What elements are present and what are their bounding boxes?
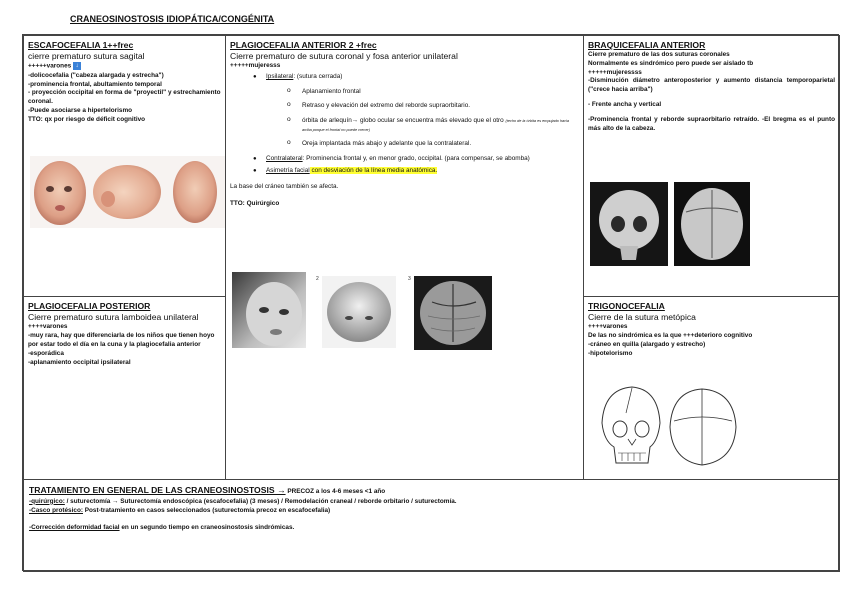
asimetria-label: Asimetría facial (266, 166, 310, 174)
braquicefalia-line: Normalmente es sindrómico pero puede ser aislado tb (588, 59, 754, 67)
image-label: 3 (408, 276, 411, 282)
trigonocefalia-subtitle: Cierre de la sutura metópica (588, 312, 696, 322)
braquicefalia-line: - Frente ancha y vertical (588, 101, 662, 109)
escafocefalia-line: -dolicocefalia ("cabeza alargada y estrecha") (28, 71, 164, 79)
escafocefalia-line: -Puede asociarse a hipertelorismo (28, 107, 133, 115)
plagiocefalia-posterior-line: -aplanamiento occipital ipsilateral (28, 358, 131, 366)
down-arrow-icon: ↓ (73, 62, 81, 70)
contralateral-item (266, 155, 579, 164)
escafocefalia-line: - proyección occipital en forma de "proyectil" y estrechamiento coronal. (28, 89, 221, 106)
orbita-text: órbita de arlequín→ globo ocular se encuentra más elevado que el otro (302, 117, 504, 125)
casco-label: -Casco protésico: (29, 507, 83, 515)
plagiocefalia-anterior-list (230, 73, 579, 82)
orbita-note: (techo de la órbita es empujado hacia arriba porque el frontal no puede crecer) (302, 119, 570, 132)
plagiocefalia-anterior-list-2 (230, 155, 579, 175)
ipsilateral-rest: : (sutura cerrada) (293, 73, 343, 81)
correccion-text: en un segundo tiempo en craneosinostosis sindrómicas. (119, 523, 295, 531)
infant-heads-photo (30, 156, 226, 228)
skull-xray-photos (590, 182, 750, 266)
base-craneo-text: La base del cráneo también se afecta. (230, 183, 339, 191)
braquicefalia-line: Cierre prematuro de las dos suturas coronales (588, 51, 730, 58)
contralateral-rest: : Prominencia frontal y, en menor grado, occipital. (para compensar, se abomba) (302, 154, 530, 162)
plagiocefalia-posterior-line: -esporádica (28, 349, 64, 357)
trigonocefalia-sex: ++++varones (588, 323, 628, 331)
notes-grid (22, 34, 839, 571)
trigonocefalia-line: -hipotelorismo (588, 349, 633, 357)
tratamiento-precoz: PRECOZ a los 4-6 meses <1 año (285, 488, 386, 495)
contralateral-label: Contralateral (266, 154, 303, 162)
ipsilateral-item (266, 73, 579, 82)
plagiocefalia-posterior-subtitle: Cierre prematuro sutura lamboidea unilateral (28, 312, 199, 322)
tratamiento-title: TRATAMIENTO EN GENERAL DE LAS CRANEOSINOSTOSIS → (29, 485, 286, 495)
tratamiento-title-row (29, 485, 834, 497)
trigonocefalia-line: De las no sindrómica es la que +++deterioro cognitivo (588, 332, 753, 340)
ipsilateral-subitem: o Retraso y elevación del extremo del reborde supraorbitario. (302, 102, 579, 111)
trigonocefalia-drawings (592, 383, 752, 469)
oreja-item: o Oreja implantada más abajo y adelante que la contralateral. (302, 140, 579, 149)
tratamiento-correccion (29, 524, 834, 533)
escafocefalia-cell (23, 35, 226, 297)
plagiocefalia-anterior-subtitle: Cierre prematuro de sutura coronal y fosa anterior unilateral (230, 51, 458, 61)
casco-text: Post-tratamiento en casos seleccionados (suturectomía precoz en escafocefalia) (82, 507, 331, 515)
trigonocefalia-line: -cráneo en quilla (alargado y estrecho) (588, 340, 706, 348)
page-title: CRANEOSINOSTOSIS IDIOPÁTICA/CONGÉNITA (70, 14, 275, 24)
plagiocefalia-posterior-cell (23, 296, 226, 480)
ipsilateral-label: Ipsilateral (266, 73, 294, 81)
asimetria-item (266, 167, 579, 176)
plagiocefalia-anterior-sex: +++++mujeresss (230, 62, 281, 70)
braquicefalia-line: -Prominencia frontal y reborde supraorbitario retraído. -El bregma es el punto más alto de la cabeza. (588, 115, 835, 132)
plagiocefalia-posterior-sex: ++++varones (28, 323, 68, 331)
escafocefalia-line: -prominencia frontal, abultamiento temporal (28, 80, 162, 88)
tratamiento-casco (29, 507, 834, 516)
braquicefalia-cell (583, 35, 840, 297)
escafocefalia-sex-text: +++++varones (28, 63, 72, 70)
trigonocefalia-title: TRIGONOCEFALIA (588, 301, 665, 311)
plagiocefalia-posterior-title: PLAGIOCEFALIA POSTERIOR (28, 301, 151, 311)
braquicefalia-title: BRAQUICEFALIA ANTERIOR (588, 40, 706, 50)
plagiocefalia-photos (232, 272, 502, 352)
escafocefalia-sex (28, 62, 221, 72)
braquicefalia-line: +++++mujeressss (588, 68, 642, 76)
trigonocefalia-cell (583, 296, 840, 480)
escafocefalia-line: TTO: qx por riesgo de déficit cognitivo (28, 115, 146, 123)
plagiocefalia-anterior-photos (232, 272, 502, 352)
skull-sketches (592, 383, 752, 469)
correccion-label: -Corrección deformidad facial (29, 523, 120, 531)
escafocefalia-subtitle: cierre prematuro sutura sagital (28, 51, 145, 61)
asimetria-highlight: con desviación de la línea media anatómica. (309, 166, 438, 174)
escafocefalia-title: ESCAFOCEFALIA 1++frec (28, 40, 134, 50)
tratamiento-cell (23, 479, 840, 572)
quirurgico-label: -quirúrgico: (29, 497, 65, 505)
escafocefalia-photos (30, 156, 226, 228)
plagiocefalia-anterior-cell (225, 35, 584, 480)
quirurgico-text: / suturectomía → Suturectomía endoscópica (escafocefalia) (3 meses) / Remodelación craneal / reborde orbitario / suturectomía. (64, 497, 457, 505)
tratamiento-quirurgico (29, 498, 834, 507)
plagiocefalia-posterior-line: -muy rara, hay que diferenciarla de los niños que tienen hoyo por estar todo el día en la cuna y la plagiocefalia anterior (28, 332, 215, 348)
image-label: 2 (316, 276, 319, 282)
braquicefalia-line: -Disminución diámetro anteroposterior y aumento distancia temporoparietal ("crece hacia arriba") (588, 77, 835, 94)
ipsilateral-subitem: o Aplanamiento frontal (302, 88, 579, 97)
plagiocefalia-anterior-tto: TTO: Quirúrgico (230, 200, 280, 208)
braquicefalia-photos (590, 182, 750, 266)
orbita-item (302, 117, 579, 134)
ipsilateral-sublist (230, 88, 579, 149)
plagiocefalia-anterior-title: PLAGIOCEFALIA ANTERIOR 2 +frec (230, 40, 377, 50)
